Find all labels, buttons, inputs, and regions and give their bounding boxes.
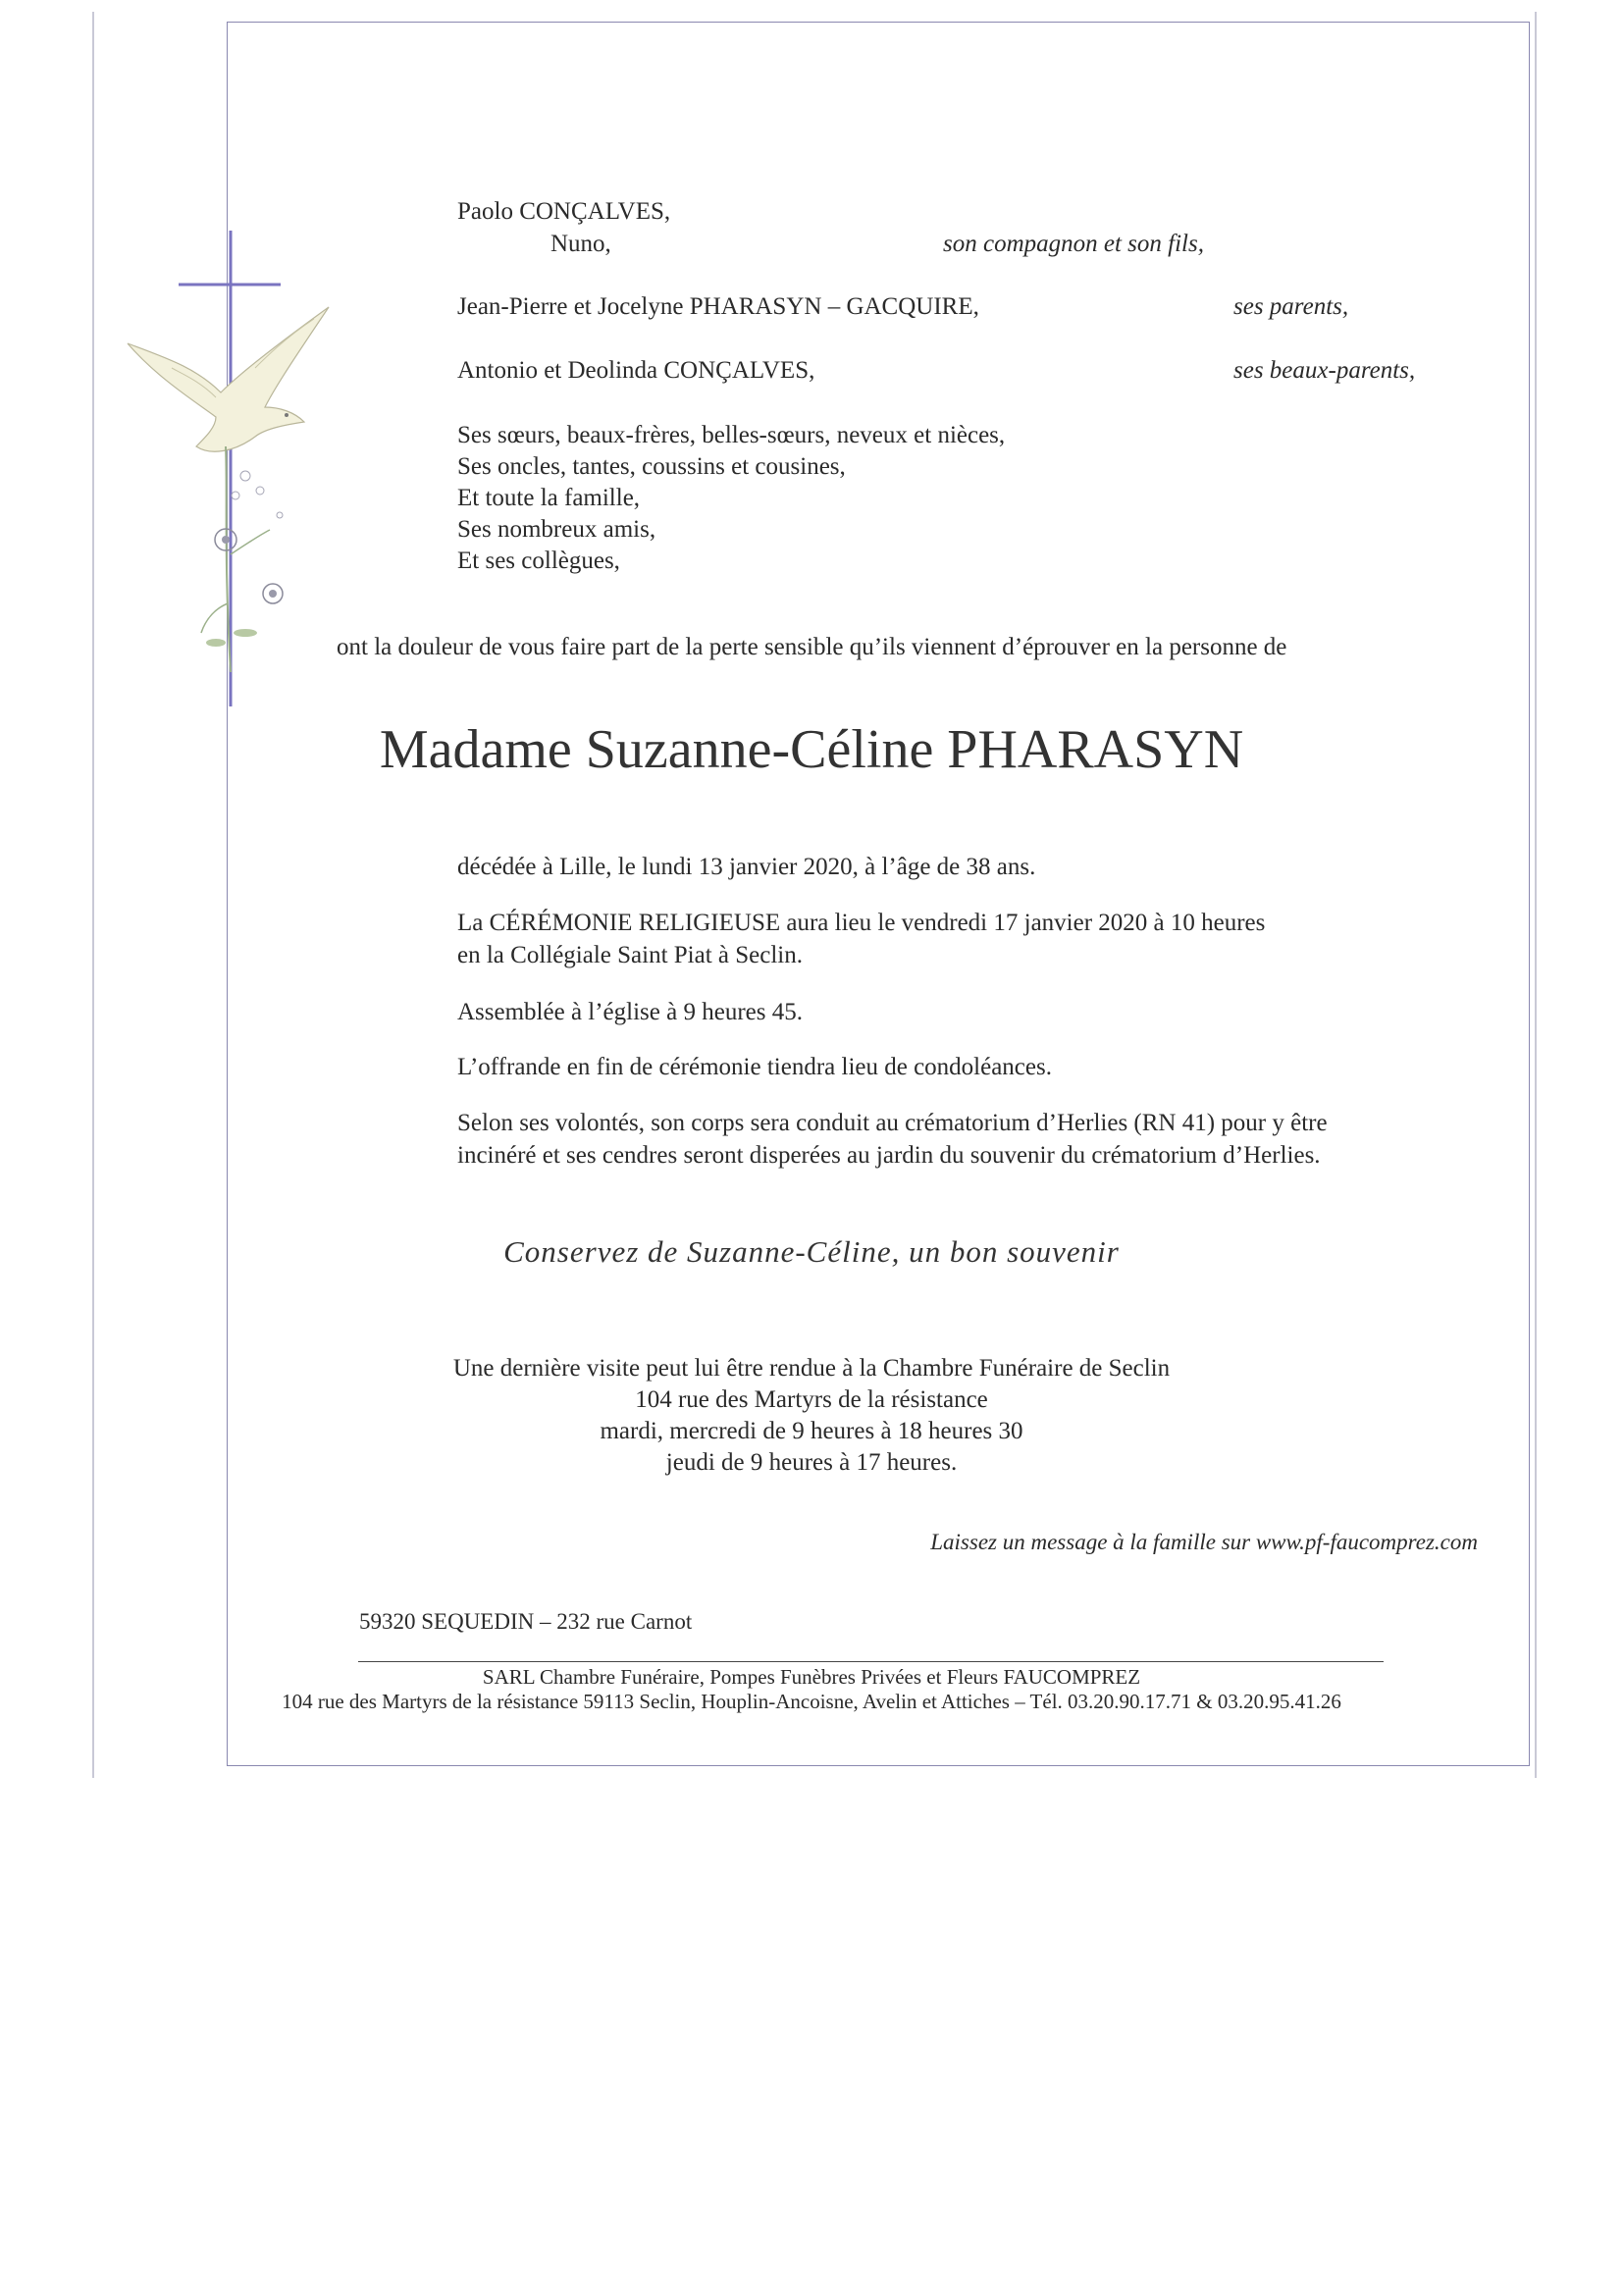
family-line-2: Nuno, <box>550 231 611 257</box>
visit-line-1: Une dernière visite peut lui être rendue à la Chambre Funéraire de Seclin <box>452 1355 1171 1382</box>
relatives-2: Ses oncles, tantes, coussins et cousines, <box>457 453 846 480</box>
death-details: décédée à Lille, le lundi 13 janvier 2020, à l’âge de 38 ans. <box>457 854 1036 880</box>
parents-role: ses parents, <box>1233 293 1349 320</box>
inlaws: Antonio et Deolinda CONÇALVES, <box>457 357 815 384</box>
address: 59320 SEQUEDIN – 232 rue Carnot <box>359 1609 693 1634</box>
inlaws-role: ses beaux-parents, <box>1233 357 1416 384</box>
relatives-4: Ses nombreux amis, <box>457 516 656 543</box>
ceremony-line-2: en la Collégiale Saint Piat à Seclin. <box>457 942 804 968</box>
left-margin-line <box>92 12 94 1778</box>
assembly: Assemblée à l’église à 9 heures 45. <box>457 999 803 1025</box>
cremation-line-1: Selon ses volontés, son corps sera conduit au crématorium d’Herlies (RN 41) pour y être <box>457 1110 1328 1136</box>
visit-line-3: mardi, mercredi de 9 heures à 18 heures 30 <box>600 1418 1023 1444</box>
family-line-1: Paolo CONÇALVES, <box>457 198 671 225</box>
offering: L’offrande en fin de cérémonie tiendra lieu de condoléances. <box>457 1054 1052 1080</box>
footer-company: SARL Chambre Funéraire, Pompes Funèbres Privées et Fleurs FAUCOMPREZ <box>482 1665 1141 1689</box>
right-margin-line <box>1535 12 1537 1778</box>
announcement: ont la douleur de vous faire part de la perte sensible qu’ils viennent d’éprouver en la personne de <box>337 634 1287 660</box>
footer-divider <box>358 1661 1384 1662</box>
visit-line-2: 104 rue des Martyrs de la résistance <box>635 1386 988 1413</box>
ceremony-line-1: La CÉRÉMONIE RELIGIEUSE aura lieu le vendredi 17 janvier 2020 à 10 heures <box>457 910 1266 936</box>
parents: Jean-Pierre et Jocelyne PHARASYN – GACQUIRE, <box>457 293 979 320</box>
website-message: Laissez un message à la famille sur www.pf-faucomprez.com <box>930 1530 1478 1554</box>
flower-icon <box>186 437 304 682</box>
deceased-name: Madame Suzanne-Céline PHARASYN <box>379 719 1244 780</box>
relatives-1: Ses sœurs, beaux-frères, belles-sœurs, neveux et nièces, <box>457 422 1006 448</box>
memory-quote: Conservez de Suzanne-Céline, un bon souvenir <box>503 1234 1120 1269</box>
family-line-2-role: son compagnon et son fils, <box>943 231 1204 257</box>
visit-line-4: jeudi de 9 heures à 17 heures. <box>665 1449 958 1476</box>
cremation-line-2: incinéré et ses cendres seront disperées au jardin du souvenir du crématorium d’Herlies. <box>457 1142 1321 1169</box>
page-frame <box>227 22 1530 1766</box>
footer-contact: 104 rue des Martyrs de la résistance 59113 Seclin, Houplin-Ancoisne, Avelin et Attiches – Tél. 03.20.90.17.71 & 03.20.95.41.26 <box>282 1690 1341 1713</box>
relatives-5: Et ses collègues, <box>457 548 620 574</box>
relatives-3: Et toute la famille, <box>457 485 641 511</box>
